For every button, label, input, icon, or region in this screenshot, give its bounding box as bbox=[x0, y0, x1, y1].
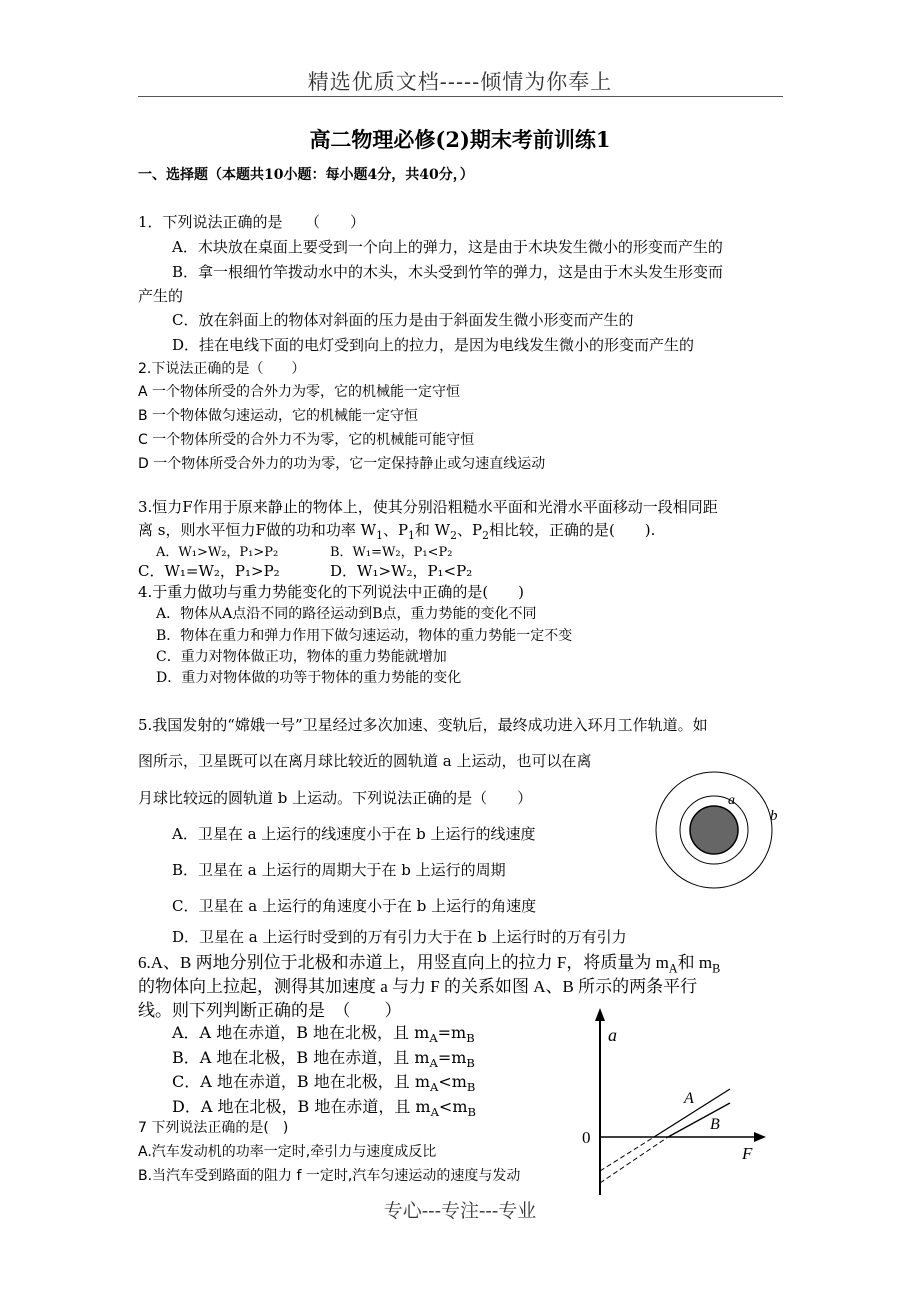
q1-stem: 1．下列说法正确的是 （ ） bbox=[138, 213, 366, 231]
x-axis-arrow bbox=[754, 1132, 766, 1142]
q3-line1: 3.恒力F作用于原来静止的物体上，使其分别沿粗糙水平面和光滑水平面移动一段相同距 bbox=[138, 498, 718, 516]
a-f-graph bbox=[578, 1005, 773, 1200]
q4-stem: 4.于重力做功与重力势能变化的下列说法中正确的是( ) bbox=[138, 583, 525, 601]
q6-line2: 的物体向上拉起，测得其加速度 a 与力 F 的关系如图 A、B 所示的两条平行 bbox=[138, 977, 698, 996]
header-divider bbox=[138, 96, 783, 97]
line-a-label: A bbox=[684, 1090, 694, 1107]
q3-option-a: A．W₁>W₂，P₁>P₂ bbox=[156, 545, 279, 560]
q6-line3: 线。则下列判断正确的是 （ ） bbox=[138, 1001, 402, 1020]
orbit-label-b: b bbox=[770, 808, 778, 824]
q6-line1: 6.A、B 两地分别位于北极和赤道上，用竖直向上的拉力 F，将质量为 $m_A$和 $m_B$ bbox=[138, 953, 721, 976]
orbit-diagram bbox=[648, 768, 788, 893]
q2-option-a: A 一个物体所受的合外力为零，它的机械能一定守恒 bbox=[138, 384, 461, 400]
moon bbox=[690, 806, 738, 854]
q7-option-b: B.当汽车受到路面的阻力 f 一定时,汽车匀速运动的速度与发动 bbox=[138, 1168, 521, 1184]
q3-line2: 离 s，则水平恒力F做的功和功率 $W_1$、$P_1$和 $W_2$、$P_2$相比较，正确的是( ). bbox=[138, 521, 656, 542]
q4-option-d: D．重力对物体做的功等于物体的重力势能的变化 bbox=[156, 670, 462, 686]
q6-option-a: A．A 地在赤道，B 地在北极，且 $m_A=m_B$ bbox=[172, 1023, 475, 1046]
origin-label: 0 bbox=[582, 1128, 591, 1147]
q5-option-b: B．卫星在 a 上运行的周期大于在 b 上运行的周期 bbox=[172, 861, 506, 879]
q1-option-b: B．拿一根细竹竿拨动水中的木头，木头受到竹竿的弹力，这是由于木头发生形变而 bbox=[172, 263, 724, 281]
y-axis-arrow bbox=[595, 1008, 605, 1021]
line-b-label: B bbox=[710, 1116, 720, 1133]
q5-option-a: A．卫星在 a 上运行的线速度小于在 b 上运行的线速度 bbox=[172, 825, 536, 843]
q5-option-d: D．卫星在 a 上运行时受到的万有引力大于在 b 上运行时的万有引力 bbox=[172, 928, 627, 946]
page-footer: 专心---专注---专业 bbox=[383, 1200, 537, 1222]
line-a-extension bbox=[600, 1137, 654, 1171]
q1-option-a: A．木块放在桌面上要受到一个向上的弹力，这是由于木块发生微小的形变而产生的 bbox=[172, 238, 723, 256]
q7-stem: 7 下列说法正确的是( ) bbox=[138, 1120, 289, 1136]
q6-option-b: B．A 地在北极，B 地在赤道，且 $m_A=m_B$ bbox=[172, 1048, 475, 1071]
page-title: 高二物理必修(2)期末考前训练1 bbox=[309, 127, 611, 152]
q2-option-b: B 一个物体做匀速运动，它的机械能一定守恒 bbox=[138, 408, 419, 424]
q3-option-c: C．W₁=W₂，P₁>P₂ bbox=[138, 562, 280, 580]
x-axis-label: F bbox=[742, 1144, 753, 1163]
y-axis-label: a bbox=[608, 1025, 617, 1045]
q6-option-d: D．A 地在北极，B 地在赤道，且 $m_A<m_B$ bbox=[172, 1097, 476, 1120]
q3-option-d: D．W₁>W₂，P₁<P₂ bbox=[330, 562, 473, 580]
q5-line2: 图所示，卫星既可以在离月球比较近的圆轨道 a 上运动，也可以在离 bbox=[138, 752, 592, 770]
q6-option-c: C．A 地在赤道，B 地在北极，且 $m_A<m_B$ bbox=[172, 1072, 476, 1095]
q2-stem: 2.下说法正确的是（ ） bbox=[138, 361, 306, 377]
line-b-extension bbox=[600, 1137, 668, 1183]
q5-option-c: C．卫星在 a 上运行的角速度小于在 b 上运行的角速度 bbox=[172, 897, 537, 915]
section-heading: 一、选择题（本题共10小题：每小题4分，共40分，） bbox=[138, 167, 474, 183]
page-header: 精选优质文档-----倾情为你奉上 bbox=[307, 70, 613, 94]
q5-line3: 月球比较远的圆轨道 b 上运动。下列说法正确的是（ ） bbox=[138, 789, 533, 807]
q2-option-d: D 一个物体所受合外力的功为零，它一定保持静止或匀速直线运动 bbox=[138, 456, 546, 472]
q3-option-b: B．W₁=W₂，P₁<P₂ bbox=[330, 545, 453, 560]
q4-option-a: A．物体从A点沿不同的路径运动到B点，重力势能的变化不同 bbox=[156, 606, 537, 622]
q2-option-c: C 一个物体所受的合外力不为零，它的机械能可能守恒 bbox=[138, 432, 475, 448]
q4-option-b: B．物体在重力和弹力作用下做匀速运动，物体的重力势能一定不变 bbox=[156, 628, 573, 644]
orbit-label-a: a bbox=[728, 793, 735, 808]
q1-option-d: D．挂在电线下面的电灯受到向上的拉力，是因为电线发生微小的形变而产生的 bbox=[172, 336, 695, 354]
q7-option-a: A.汽车发动机的功率一定时,牵引力与速度成反比 bbox=[138, 1144, 437, 1160]
q5-line1: 5.我国发射的“嫦娥一号”卫星经过多次加速、变轨后，最终成功进入环月工作轨道。如 bbox=[138, 716, 708, 734]
q4-option-c: C．重力对物体做正功，物体的重力势能就增加 bbox=[156, 649, 447, 665]
q1-option-c: C．放在斜面上的物体对斜面的压力是由于斜面发生微小形变而产生的 bbox=[172, 311, 634, 329]
q1-option-b-cont: 产生的 bbox=[138, 287, 184, 305]
